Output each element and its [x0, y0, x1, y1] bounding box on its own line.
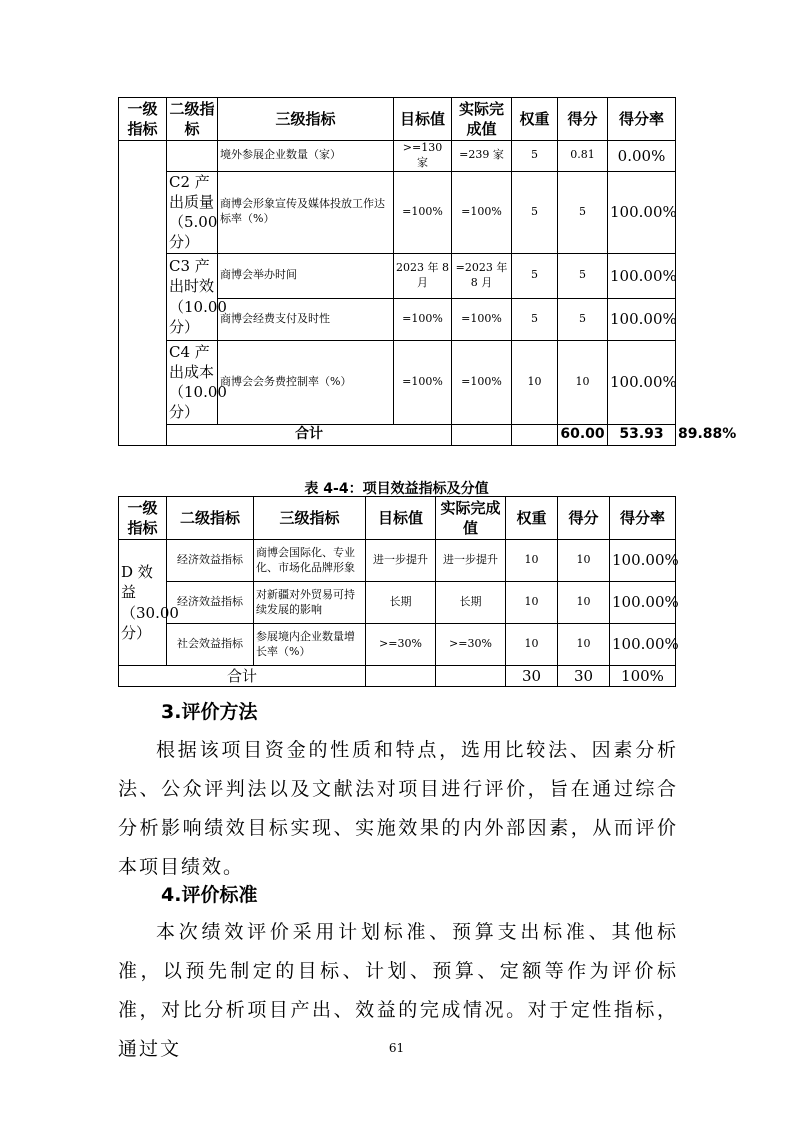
weight-cell: 5: [512, 253, 558, 298]
score-cell: 10: [558, 340, 608, 424]
rate-cell: 100.00%: [608, 253, 676, 298]
level3-cell: 商博会形象宣传及媒体投放工作达标率（%）: [218, 171, 394, 253]
table-row: [119, 624, 676, 666]
table-row: [119, 141, 676, 172]
table-row: [119, 340, 676, 424]
weight-cell: 5: [512, 171, 558, 253]
benefit-indicators-table: [118, 496, 679, 687]
table-row: [119, 171, 676, 253]
total-label: 合计: [119, 666, 366, 687]
rate-cell: 0.00%: [608, 141, 676, 172]
target-cell: >=130 家: [394, 141, 452, 172]
target-cell: 长期: [366, 582, 436, 624]
col-header-rate: 得分率: [608, 98, 676, 141]
total-row: [119, 666, 676, 687]
section-heading-evaluation-standard: 4.评价标准: [161, 884, 258, 906]
score-cell: 5: [558, 253, 608, 298]
total-row: 合计 60.00 53.93 89.88%: [119, 424, 676, 445]
level3-cell: 商博会举办时间: [218, 253, 394, 298]
col-header-level3: 三级指标: [218, 98, 394, 141]
level3-cell: 境外参展企业数量（家）: [218, 141, 394, 172]
target-cell: =100%: [394, 298, 452, 340]
col-header-score: 得分: [558, 497, 610, 540]
section-heading-evaluation-method: 3.评价方法: [161, 701, 258, 723]
level1-cell-empty: [119, 141, 167, 446]
col-header-actual: 实际完成值: [452, 98, 512, 141]
actual-cell: =100%: [452, 298, 512, 340]
col-header-level3: 三级指标: [254, 497, 366, 540]
actual-cell: >=30%: [436, 624, 506, 666]
rate-cell: 100.00%: [610, 540, 676, 582]
target-cell: =100%: [394, 340, 452, 424]
actual-cell: =2023 年 8 月: [452, 253, 512, 298]
col-header-weight: 权重: [506, 497, 558, 540]
rate-cell: 100.00%: [608, 298, 676, 340]
actual-cell: =100%: [452, 340, 512, 424]
total-weight: 60.00: [558, 424, 608, 445]
total-label: 合计: [167, 424, 452, 445]
actual-cell: =239 家: [452, 141, 512, 172]
level2-cell: C4 产出成本（10.00 分）: [167, 340, 218, 424]
level3-cell: 商博会会务费控制率（%）: [218, 340, 394, 424]
col-header-target: 目标值: [394, 98, 452, 141]
table-caption: 表 4-4：项目效益指标及分值: [304, 481, 489, 497]
weight-cell: 10: [506, 540, 558, 582]
score-cell: 5: [558, 298, 608, 340]
table-header-row: [119, 497, 676, 540]
table-row: [119, 582, 676, 624]
col-header-level2: 二级指标: [167, 98, 218, 141]
score-cell: 10: [558, 624, 610, 666]
actual-cell: =100%: [452, 171, 512, 253]
level2-cell: C3 产出时效（10.00 分）: [167, 253, 218, 340]
col-header-rate: 得分率: [610, 497, 676, 540]
target-cell: 进一步提升: [366, 540, 436, 582]
level3-cell: 参展境内企业数量增长率（%）: [254, 624, 366, 666]
col-header-level2: 二级指标: [167, 497, 254, 540]
total-empty-cell: [452, 424, 512, 445]
score-cell: 5: [558, 171, 608, 253]
total-rate: 100%: [610, 666, 676, 687]
level3-cell: 商博会经费支付及时性: [218, 298, 394, 340]
weight-cell: 5: [512, 298, 558, 340]
rate-cell: 100.00%: [608, 171, 676, 253]
total-score: 30: [558, 666, 610, 687]
col-header-target: 目标值: [366, 497, 436, 540]
col-header-level1: 一级指标: [119, 497, 167, 540]
table-row: [119, 540, 676, 582]
level3-cell: 商博会国际化、专业化、市场化品牌形象: [254, 540, 366, 582]
page-number: 61: [388, 1041, 405, 1055]
score-cell: 0.81: [558, 141, 608, 172]
target-cell: =100%: [394, 171, 452, 253]
level3-cell: 对新疆对外贸易可持续发展的影响: [254, 582, 366, 624]
target-cell: >=30%: [366, 624, 436, 666]
level2-cell: 经济效益指标: [167, 540, 254, 582]
weight-cell: 10: [512, 340, 558, 424]
target-cell: 2023 年 8 月: [394, 253, 452, 298]
weight-cell: 10: [506, 624, 558, 666]
paragraph-text: 根据该项目资金的性质和特点，选用比较法、因素分析法、公众评判法以及文献法对项目进行评价，旨在通过综合分析影响绩效目标实现、实施效果的内外部因素，从而评价本项目绩效。: [118, 739, 678, 878]
weight-cell: 5: [512, 141, 558, 172]
total-empty-cell: [512, 424, 558, 445]
table-row: [119, 253, 676, 298]
rate-cell: 100.00%: [608, 340, 676, 424]
paragraph-evaluation-method: [118, 731, 678, 887]
total-empty-cell: [436, 666, 506, 687]
actual-cell: 长期: [436, 582, 506, 624]
actual-cell: 进一步提升: [436, 540, 506, 582]
output-indicators-table: [118, 97, 737, 446]
table-header-row: [119, 98, 676, 141]
rate-cell: 100.00%: [610, 582, 676, 624]
level2-cell-empty: [167, 141, 218, 172]
level2-cell: C2 产出质量（5.00 分）: [167, 171, 218, 253]
weight-cell: 10: [506, 582, 558, 624]
col-header-score: 得分: [558, 98, 608, 141]
total-score: 53.93: [608, 424, 676, 445]
level2-cell: 经济效益指标: [167, 582, 254, 624]
col-header-level1: 一级指标: [119, 98, 167, 141]
score-cell: 10: [558, 540, 610, 582]
score-cell: 10: [558, 582, 610, 624]
total-weight: 30: [506, 666, 558, 687]
paragraph-text: 本次绩效评价采用计划标准、预算支出标准、其他标准，以预先制定的目标、计划、预算、定额等作为评价标准，对比分析项目产出、效益的完成情况。对于定性指标，通过文: [118, 921, 678, 1060]
rate-cell: 100.00%: [610, 624, 676, 666]
level2-cell: 社会效益指标: [167, 624, 254, 666]
total-empty-cell: [366, 666, 436, 687]
col-header-weight: 权重: [512, 98, 558, 141]
col-header-actual: 实际完成值: [436, 497, 506, 540]
level1-cell: D 效益（30.00 分）: [119, 540, 167, 666]
